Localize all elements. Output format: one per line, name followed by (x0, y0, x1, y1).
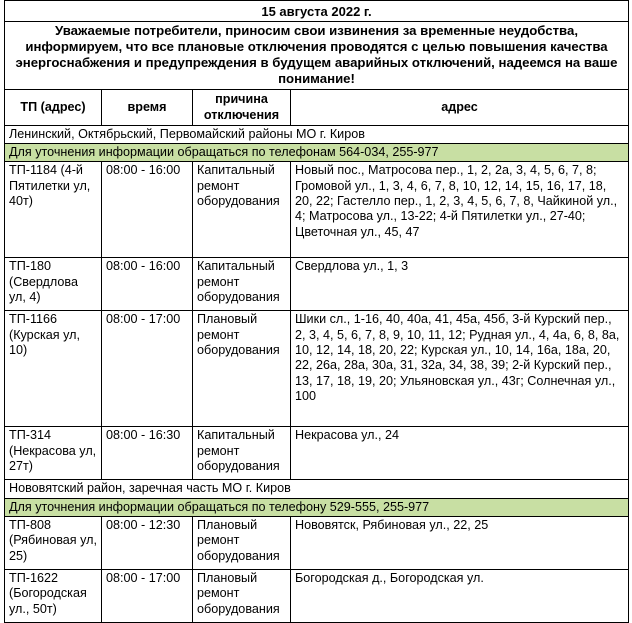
cell-tp: ТП-1622 (Богородская ул., 50т) (5, 570, 102, 623)
cell-address: Новый пос., Матросова пер., 1, 2, 2а, 3, 4, 5, 6, 7, 8; Громовой ул., 1, 3, 4, 6, 7, 8, 10, 12, 14, 15, 16, 17, 18, 20, 22; Гастелло пер., 1, 2, 3, 4, 5, 6, 7, 8, Чайкиной ул., 4; Матросова ул., 13-22; 4-й Пятилетки ул., 27-40; Цветочная ул., 45, 47 (291, 162, 629, 258)
cell-address: Свердлова ул., 1, 3 (291, 258, 629, 311)
cell-time: 08:00 - 16:30 (102, 427, 193, 480)
cell-address: Нововятск, Рябиновая ул., 22, 25 (291, 517, 629, 570)
cell-tp: ТП-1166 (Курская ул, 10) (5, 311, 102, 427)
outage-row (5, 311, 629, 427)
cell-reason: Капитальный ремонт оборудования (193, 162, 291, 258)
notice-date: 15 августа 2022 г. (5, 1, 629, 22)
cell-reason: Плановый ремонт оборудования (193, 311, 291, 427)
notice-text: Уважаемые потребители, приносим свои извинения за временные неудобства, информируем, что все плановые отключения проводятся с целью повышения качества энергоснабжения и предупреждения в будущем аварийных отключений, надеемся на ваше понимание! (5, 22, 629, 90)
contact-phones: Для уточнения информации обращаться по телефонам 564-034, 255-977 (5, 144, 629, 162)
header-tp: ТП (адрес) (5, 90, 102, 126)
cell-tp: ТП-314 (Некрасова ул, 27т) (5, 427, 102, 480)
outage-table (4, 0, 629, 623)
cell-address: Богородская д., Богородская ул. (291, 570, 629, 623)
region-label: Ленинский, Октябрьский, Первомайский районы МО г. Киров (5, 125, 629, 143)
cell-time: 08:00 - 16:00 (102, 258, 193, 311)
outage-row (5, 258, 629, 311)
region-row (5, 480, 629, 498)
cell-reason: Плановый ремонт оборудования (193, 517, 291, 570)
cell-address: Некрасова ул., 24 (291, 427, 629, 480)
region-row (5, 125, 629, 143)
cell-tp: ТП-180 (Свердлова ул, 4) (5, 258, 102, 311)
outage-row (5, 427, 629, 480)
cell-time: 08:00 - 12:30 (102, 517, 193, 570)
contact-phones: Для уточнения информации обращаться по телефону 529-555, 255-977 (5, 498, 629, 516)
cell-address: Шики сл., 1-16, 40, 40а, 41, 45а, 45б, 3-й Курский пер., 2, 3, 4, 5, 6, 7, 8, 9, 10, 11, 12; Рудная ул., 4, 4а, 6, 8, 8а, 10, 12, 14, 18, 20, 22; Курская ул., 10, 14, 16а, 18а, 20, 22, 26а, 28а, 30а, 31, 32а, 34, 38, 39; 2-й Курский пер., 13, 17, 18, 19, 20; Ульяновская ул., 43г; Солнечная ул., 100 (291, 311, 629, 427)
header-reason: причина отключения (193, 90, 291, 126)
region-label: Нововятский район, заречная часть МО г. Киров (5, 480, 629, 498)
header-address: адрес (291, 90, 629, 126)
outage-notice-page (4, 0, 628, 623)
cell-reason: Капитальный ремонт оборудования (193, 427, 291, 480)
header-time: время (102, 90, 193, 126)
outage-row (5, 162, 629, 258)
cell-tp: ТП-1184 (4-й Пятилетки ул, 40т) (5, 162, 102, 258)
cell-time: 08:00 - 16:00 (102, 162, 193, 258)
date-row (5, 1, 629, 22)
cell-reason: Плановый ремонт оборудования (193, 570, 291, 623)
cell-reason: Капитальный ремонт оборудования (193, 258, 291, 311)
outage-row (5, 570, 629, 623)
cell-time: 08:00 - 17:00 (102, 311, 193, 427)
cell-time: 08:00 - 17:00 (102, 570, 193, 623)
contact-row (5, 498, 629, 516)
outage-row (5, 517, 629, 570)
notice-row (5, 22, 629, 90)
header-row (5, 90, 629, 126)
cell-tp: ТП-808 (Рябиновая ул, 25) (5, 517, 102, 570)
contact-row (5, 144, 629, 162)
